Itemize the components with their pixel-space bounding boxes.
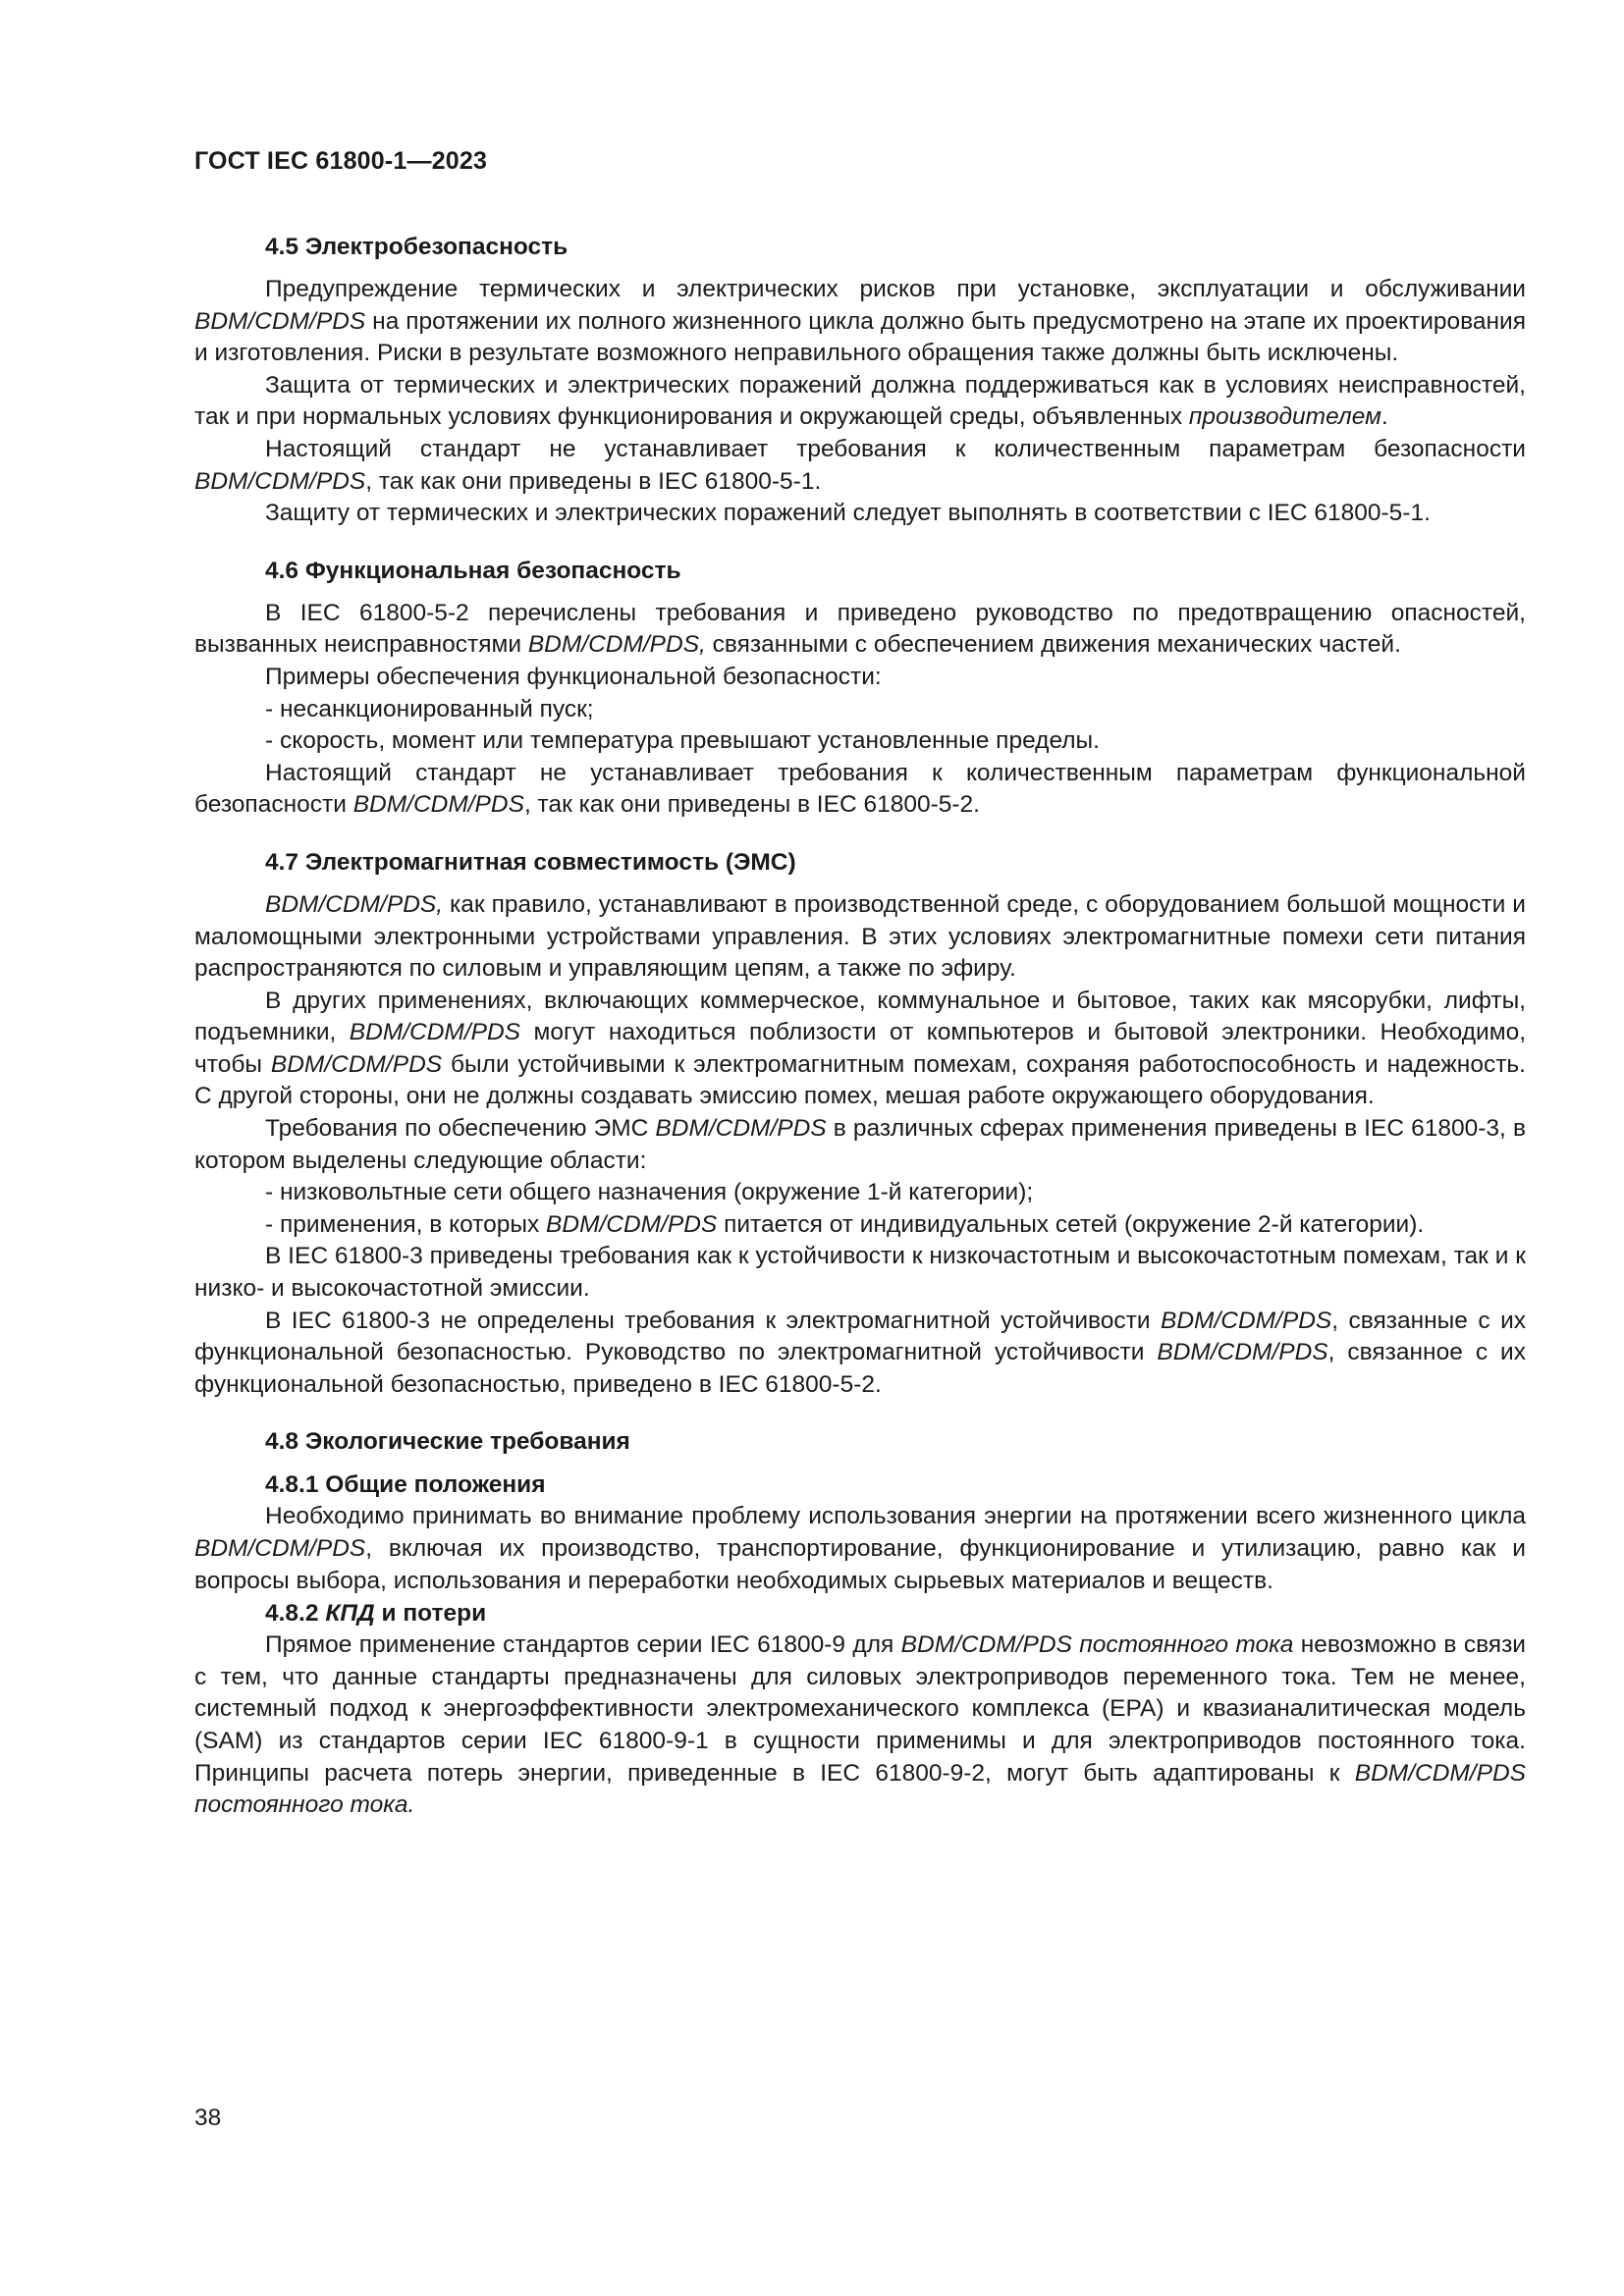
list-item: - низковольтные сети общего назначения (окружение 1-й категории); — [265, 1179, 1034, 1206]
section-4-6 — [194, 555, 1526, 822]
list-item: - несанкционированный пуск; — [265, 695, 594, 722]
list-item: - применения, в которых BDM/CDM/PDS питается от индивидуальных сетей (окружение 2-й категории). — [265, 1210, 1425, 1238]
paragraph: Настоящий стандарт не устанавливает требования к количественным параметрам функциональной безопасности BDM/CDM/PDS, так как они приведены в IEC 61800-5-2. — [194, 759, 1526, 819]
document-header: ГОСТ IEC 61800-1—2023 — [194, 147, 488, 175]
document-page — [194, 147, 1526, 1822]
paragraph: Примеры обеспечения функциональной безопасности: — [265, 663, 882, 690]
paragraph: Прямое применение стандартов серии IEC 61800-9 для BDM/CDM/PDS постоянного тока невозможно в связи с тем, что данные стандарты предназначены для силовых электроприводов переменного тока. Тем не менее, системный подход к энергоэффективности электромеханического комплекса (EPA) и квазианалитическая модель (SAM) из стандартов серии IEC 61800-9-1 в сущности применимы и для электроприводов постоянного тока. Принципы расчета потерь энергии, приведенные в IEC 61800-9-2, могут быть адаптированы к BDM/CDM/PDS постоянного тока. — [194, 1631, 1526, 1819]
section-title: 4.5 Электробезопасность — [265, 234, 568, 260]
paragraph: Требования по обеспечению ЭМС BDM/CDM/PDS в различных сферах применения приведены в IEC 61800-3, в котором выделены следующие области: — [194, 1115, 1526, 1174]
paragraph: Необходимо принимать во внимание проблему использования энергии на протяжении всего жизненного цикла BDM/CDM/PDS, включая их производство, транспортирование, функционирование и утилизацию, равно как и вопросы выбора, использования и переработки необходимых сырьевых материалов и веществ. — [194, 1503, 1526, 1594]
paragraph: В других применениях, включающих коммерческое, коммунальное и бытовое, таких как мясорубки, лифты, подъемники, BDM/CDM/PDS могут находиться поблизости от компьютеров и бытовой электроники. Необходимо, чтобы BDM/CDM/PDS были устойчивыми к электромагнитным помехам, сохраняя работоспособность и надежность. С другой стороны, они не должны создавать эмиссию помех, мешая работе окружающего оборудования. — [194, 987, 1527, 1110]
paragraph: BDM/CDM/PDS, как правило, устанавливают в производственной среде, с оборудованием большой мощности и маломощными электронными устройствами управления. В этих условиях электромагнитные помехи сети питания распространяются по силовым и управляющим цепям, а также по эфиру. — [194, 890, 1526, 983]
section-title: 4.8 Экологические требования — [265, 1428, 630, 1456]
paragraph: Настоящий стандарт не устанавливает требования к количественным параметрам безопасности BDM/CDM/PDS, так как они приведены в IEC 61800-5-1. — [194, 435, 1526, 495]
section-4-5 — [194, 231, 1526, 530]
paragraph: Защита от термических и электрических поражений должна поддерживаться как в условиях неисправностей, так и при нормальных условиях функционирования и окружающей среды, объявленных производителем. — [194, 371, 1526, 431]
section-title: 4.6 Функциональная безопасность — [265, 557, 681, 584]
paragraph: Предупреждение термических и электрических рисков при установке, эксплуатации и обслуживании BDM/CDM/PDS на протяжении их полного жизненного цикла должно быть предусмотрено на этапе их проектирования и изготовления. Риски в результате возможного неправильного обращения также должны быть исключены. — [194, 276, 1526, 367]
paragraph: В IEC 61800-5-2 перечислены требования и приведено руководство по предотвращению опасностей, вызванных неисправностями BDM/CDM/PDS, связанными с обеспечением движения механических частей. — [194, 599, 1526, 659]
paragraph: В IEC 61800-3 не определены требования к электромагнитной устойчивости BDM/CDM/PDS, связанные с их функциональной безопасностью. Руководство по электромагнитной устойчивости BDM/CDM/PDS, связанное с их функциональной безопасностью, приведено в IEC 61800-5-2. — [194, 1307, 1527, 1398]
subsection-title: 4.8.1 Общие положения — [265, 1471, 546, 1499]
section-4-8 — [194, 1425, 1526, 1821]
subsection-title: 4.8.2 КПД и потери — [265, 1600, 487, 1628]
section-4-7 — [194, 846, 1526, 1402]
section-title: 4.7 Электромагнитная совместимость (ЭМС) — [265, 848, 796, 876]
paragraph: Защиту от термических и электрических поражений следует выполнять в соответствии с IEC 61800-5-1. — [265, 500, 1431, 527]
list-item: - скорость, момент или температура превышают установленные пределы. — [265, 727, 1100, 755]
page-number: 38 — [194, 2105, 222, 2131]
paragraph: В IEC 61800-3 приведены требования как к устойчивости к низкочастотным и высокочастотным помехам, так и к низко- и высокочастотной эмиссии. — [194, 1243, 1526, 1303]
